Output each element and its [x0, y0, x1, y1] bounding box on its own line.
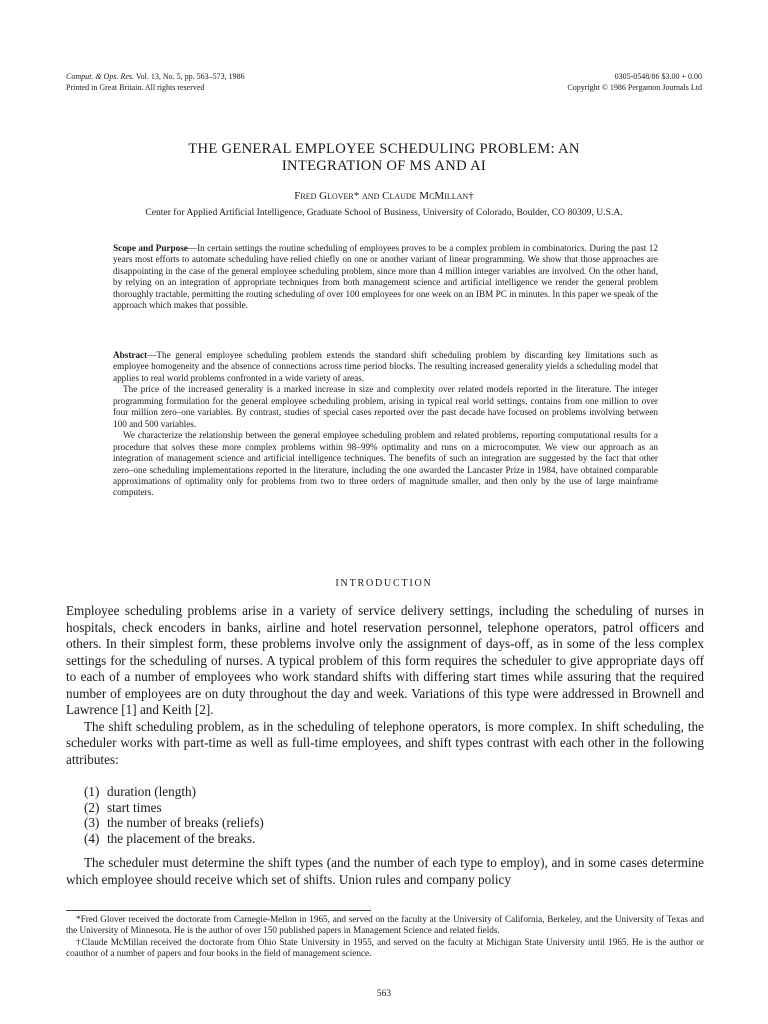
introduction-text	[66, 603, 704, 768]
author-2: Claude McMillan†	[382, 190, 474, 202]
attribute-list	[84, 784, 264, 846]
list-item	[84, 784, 264, 800]
copyright-block	[567, 71, 702, 93]
journal-name: Comput. & Ops. Res.	[66, 72, 134, 81]
abstract-paragraph-1: —The general employee scheduling problem extends the standard shift scheduling problem by discarding key limitations such as employee homogeneity and the absence of connections across time period blocks. The resulting increased generality yields a scheduling model that applies to real world problems confronted in a wide variety of areas.	[113, 350, 658, 383]
abstract-paragraph-3: We characterize the relationship between the general employee scheduling problem and related problems, reporting computational results for a procedure that solves these more complex problems within 98–99% optimality and runs on a microcomputer. We view our approach as an integration of management science and artificial intelligence techniques. The benefits of such an integration are suggested by the fact that other zero–one scheduling implementations reported in the literature, including the one awarded the Lancaster Prize in 1984, have obtained comparable approximations of optimality only for problems from two to three orders of magnitude smaller, and then only by the use of large mainframe computers.	[113, 430, 658, 498]
author-list	[60, 190, 708, 202]
body-paragraph-2: The shift scheduling problem, as in the scheduling of telephone operators, is more complex. In shift scheduling, the scheduler works with part-time as well as full-time employees, and shift types contrast with each other in the following attributes:	[66, 718, 704, 767]
section-heading: INTRODUCTION	[335, 578, 433, 589]
list-item-number: (4)	[84, 830, 100, 846]
title-line-2: INTEGRATION OF MS AND AI	[281, 158, 487, 174]
body-paragraph-1: Employee scheduling problems arise in a variety of service delivery settings, including the scheduling of nurses in hospitals, check encoders in banks, airline and hotel reservation personnel, telephone operators, patrol officers and others. In their simplest form, these problems involve only the assignment of days-off, as in some of the less complex settings for the scheduling of nurses. A typical problem of this form requires the scheduler to give appropriate days off to each of a number of employees who work standard shifts with differing start times while assuring that the required number of employees are on duty throughout the day and week. Variations of this type were addressed in Brownell and Lawrence [1] and Keith [2].	[66, 603, 704, 717]
page-number: 563	[376, 989, 392, 999]
footnotes	[66, 914, 704, 959]
abstract	[113, 350, 658, 499]
scope-text: —In certain settings the routine scheduling of employees proves to be a complex problem in combinatorics. During the past 12 years most efforts to automate scheduling have relied chiefly on one or another variant of linear programming. We show that those approaches are disappointing in the case of the general employee scheduling problem, since more than 4 million integer variables are involved. On the other hand, by relying on an integration of appropriate techniques from both management science and artificial intelligence we render the general problem thoroughly tractable, permitting the routing scheduling of over 100 employees for one week on an IBM PC in minutes. In this paper we speak of the approach which makes that possible.	[113, 243, 658, 311]
journal-citation	[66, 71, 245, 93]
journal-volume: Vol. 13, No. 5, pp. 563–573, 1986	[134, 72, 245, 81]
body-paragraph-3: The scheduler must determine the shift types (and the number of each type to employ), and in some cases determine which employee should receive which set of shifts. Union rules and company policy	[66, 855, 704, 887]
list-item-text: the placement of the breaks.	[107, 830, 256, 846]
affiliation: Center for Applied Artificial Intelligence, Graduate School of Business, University of Colorado, Boulder, CO 80309, U.S.A.	[145, 207, 623, 218]
list-item	[84, 815, 264, 831]
footnote-1: *Fred Glover received the doctorate from Carnegie-Mellon in 1965, and served on the faculty at the University of California, Berkeley, and the University of Texas and the University of Minnesota. He is the author of over 150 published papers in Management Science and related fields.	[66, 914, 704, 936]
author-1: Fred Glover*	[294, 190, 360, 202]
title-line-1: THE GENERAL EMPLOYEE SCHEDULING PROBLEM: AN	[188, 141, 580, 157]
list-item	[84, 831, 264, 847]
copyright-line: Copyright © 1986 Pergamon Journals Ltd	[567, 83, 702, 92]
scope-and-purpose	[113, 243, 658, 312]
printing-note: Printed in Great Britain. All rights reserved	[66, 83, 205, 92]
list-item-number: (2)	[84, 799, 100, 815]
list-item-text: duration (length)	[107, 784, 196, 799]
list-item-number: (1)	[84, 784, 100, 799]
list-item	[84, 800, 264, 816]
author-conjunction: and	[362, 190, 380, 202]
abstract-label: Abstract	[113, 350, 148, 360]
list-item-number: (3)	[84, 815, 100, 830]
list-item-text: the number of breaks (reliefs)	[107, 815, 264, 830]
abstract-paragraph-2: The price of the increased generality is a marked increase in size and complexity over related models reported in the literature. The integer programming formulation for the general employee scheduling problem, arising in typical real world settings, contains from one million to over four million zero–one variables. By contrast, studies of special cases reported over the past decade have focused on problems involving between 100 and 500 variables.	[113, 384, 658, 429]
footnote-2: †Claude McMillan received the doctorate from Ohio State University in 1955, and served on the faculty at Michigan State University until 1965. He is the author or coauthor of a number of papers and four books in the field of management science.	[66, 936, 704, 958]
paper-title	[60, 141, 708, 175]
footnote-divider	[66, 910, 371, 911]
scope-label: Scope and Purpose	[113, 243, 188, 253]
issn-price: 0305-0548/86 $3.00 + 0.00	[614, 72, 702, 81]
introduction-text-continued	[66, 855, 704, 888]
list-item-text: start times	[107, 799, 162, 815]
